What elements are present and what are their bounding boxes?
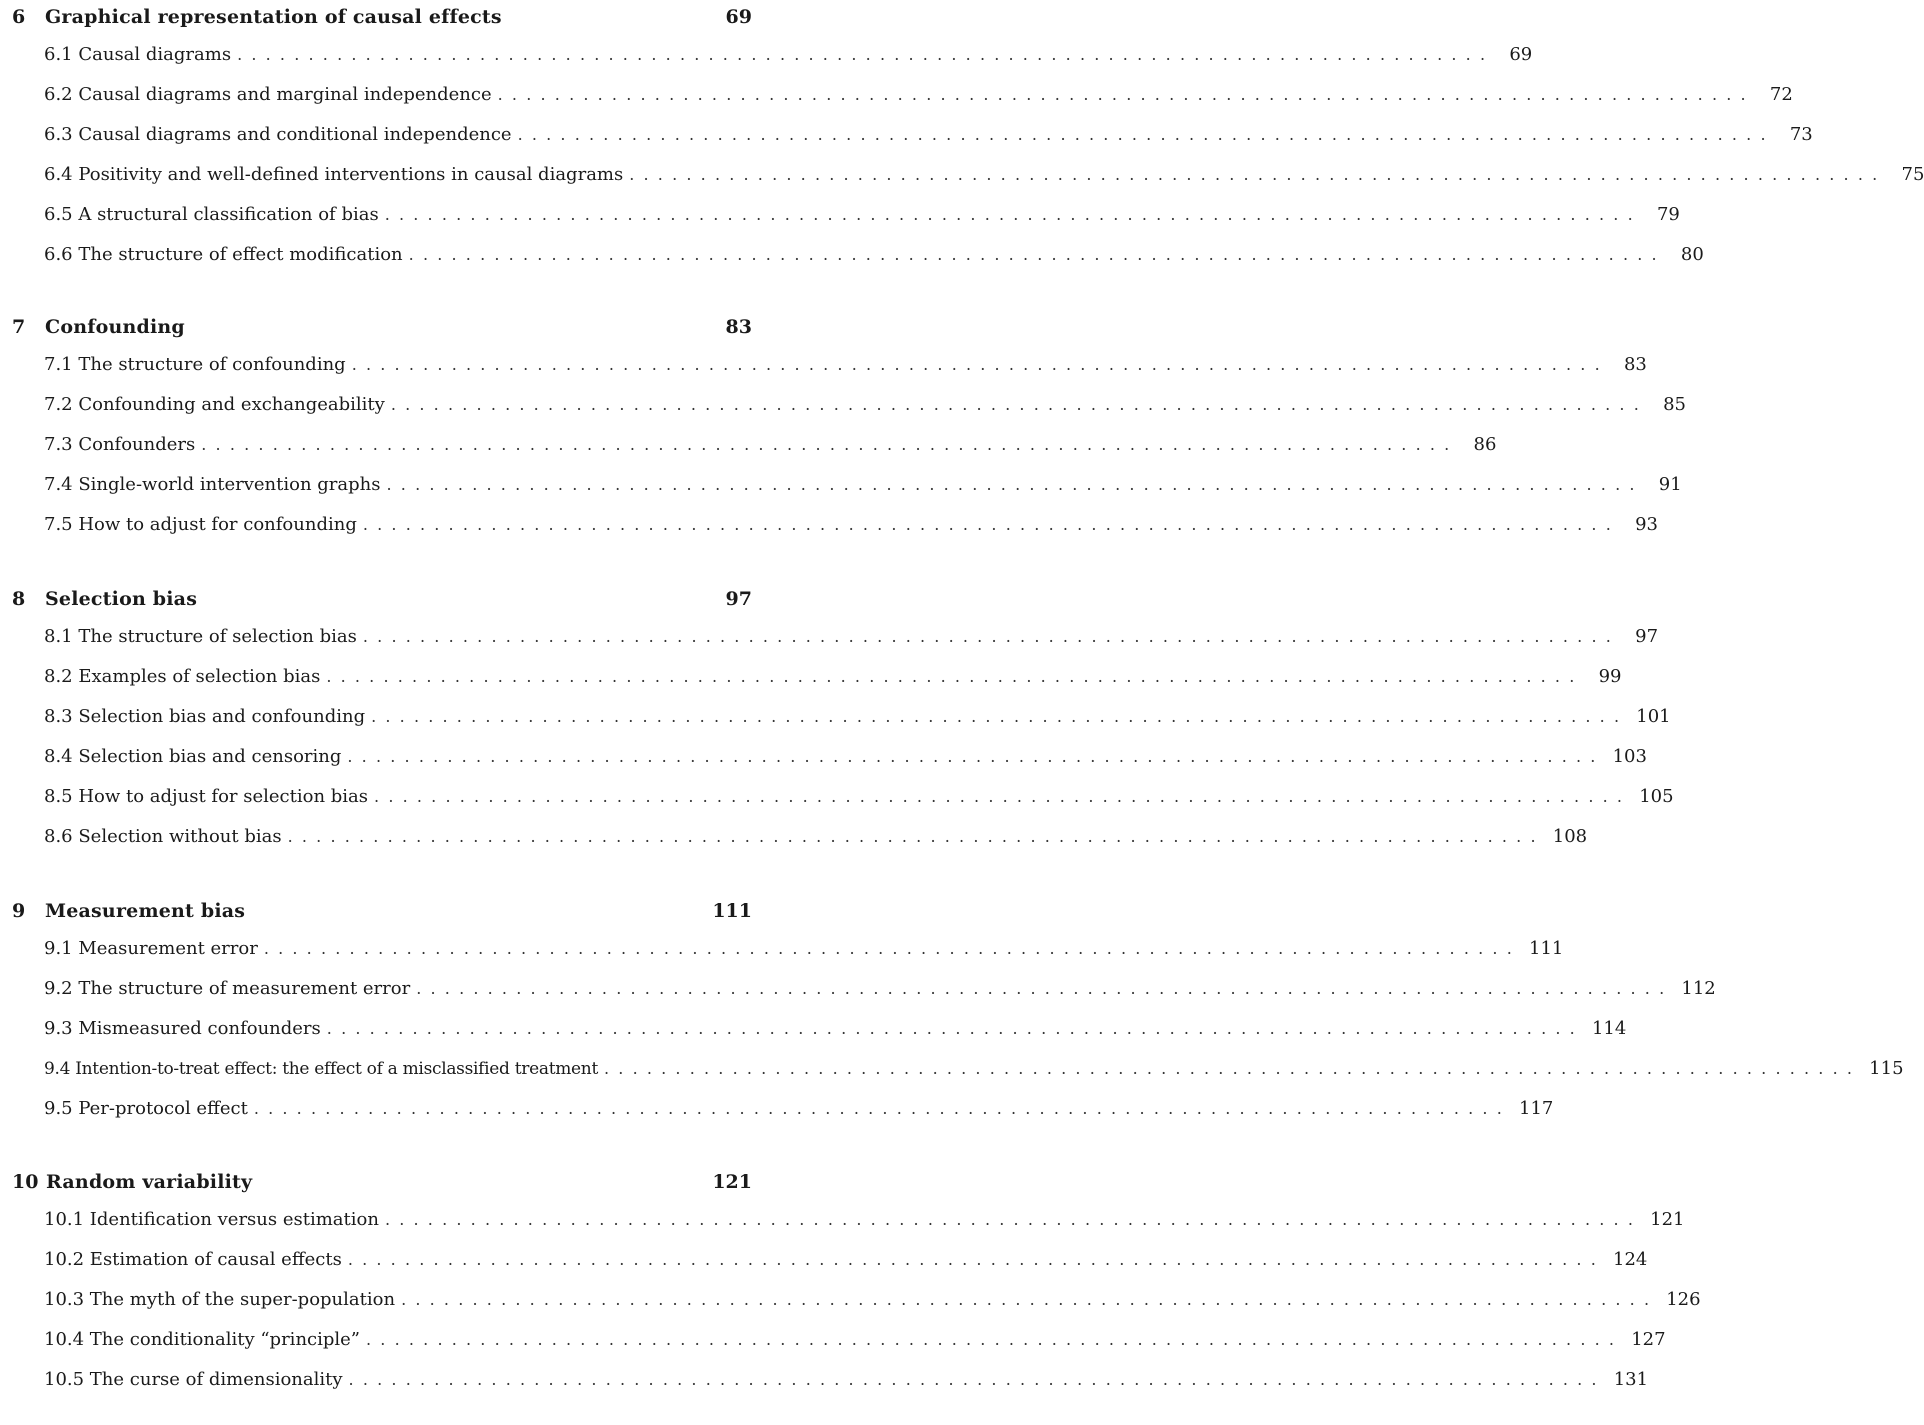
- toc-entry-9-1[interactable]: [44, 938, 1564, 968]
- entry-title: 8.6 Selection without bias: [44, 826, 288, 847]
- entry-title: 7.4 Single-world intervention graphs: [44, 474, 387, 495]
- leader-dots: ........................................................................................: [371, 707, 1629, 726]
- chapter-number: 9: [12, 900, 26, 922]
- chapter-title: Graphical representation of causal effects: [45, 6, 502, 28]
- toc-entry-6-1[interactable]: [44, 44, 1533, 74]
- chapter-heading[interactable]: [0, 582, 790, 622]
- entry-page-number: 126: [1666, 1289, 1701, 1310]
- entry-page-number: 85: [1663, 394, 1686, 415]
- entry-title: 7.1 The structure of confounding: [44, 354, 352, 375]
- toc-entry-7-5[interactable]: [44, 514, 1659, 544]
- leader-dots: ........................................................................................: [384, 1210, 1643, 1229]
- leader-dots: ........................................................................................: [384, 205, 1642, 224]
- entry-title: 6.2 Causal diagrams and marginal independence: [44, 84, 498, 105]
- entry-page-number: 86: [1473, 434, 1497, 455]
- entry-page-number: 112: [1681, 978, 1716, 999]
- leader-dots: ........................................................................................: [629, 165, 1887, 184]
- leader-dots: ........................................................................................: [347, 747, 1605, 766]
- leader-dots: ........................................................................................: [287, 827, 1545, 846]
- entry-page-number: 93: [1635, 514, 1659, 535]
- chapter-heading[interactable]: [0, 894, 790, 934]
- toc-entry-6-2[interactable]: [44, 84, 1793, 114]
- toc-entry-8-6[interactable]: [44, 826, 1588, 856]
- entry-page-number: 131: [1613, 1369, 1649, 1390]
- entry-title: 6.6 The structure of effect modification: [44, 244, 409, 265]
- entry-title: 6.4 Positivity and well-defined interventions in causal diagrams: [44, 164, 629, 185]
- toc-entry-8-3[interactable]: [44, 706, 1671, 736]
- toc-entry-7-1[interactable]: [44, 354, 1647, 384]
- chapter-number: 10: [12, 1171, 39, 1193]
- chapter-number: 7: [12, 316, 26, 338]
- leader-dots: ........................................................................................: [237, 45, 1495, 64]
- leader-dots: ........................................................................................: [401, 1290, 1659, 1309]
- entry-title: 10.1 Identification versus estimation: [44, 1209, 385, 1230]
- toc-entry-6-3[interactable]: [44, 124, 1813, 154]
- chapter-6: [0, 0, 1924, 310]
- entry-page-number: 75: [1901, 164, 1924, 185]
- toc-entry-6-4[interactable]: [44, 164, 1924, 194]
- toc-entry-10-3[interactable]: [44, 1289, 1701, 1319]
- leader-dots: ........................................................................................: [362, 627, 1621, 646]
- entry-page-number: 117: [1519, 1098, 1554, 1119]
- toc-entry-8-2[interactable]: [44, 666, 1622, 696]
- chapter-page-number: 121: [712, 1171, 752, 1193]
- entry-page-number: 83: [1623, 354, 1647, 375]
- entry-title: 10.2 Estimation of causal effects: [44, 1249, 348, 1270]
- toc-entry-9-4[interactable]: [44, 1058, 1904, 1088]
- entry-page-number: 73: [1789, 124, 1813, 145]
- entry-page-number: 111: [1529, 938, 1564, 959]
- entry-title: 7.2 Confounding and exchangeability: [44, 394, 391, 415]
- leader-dots: ........................................................................................: [253, 1099, 1511, 1118]
- entry-title: 8.1 The structure of selection bias: [44, 626, 363, 647]
- toc-entry-8-5[interactable]: [44, 786, 1674, 816]
- chapter-heading[interactable]: [0, 0, 790, 40]
- toc-entry-9-3[interactable]: [44, 1018, 1627, 1048]
- entry-title: 8.3 Selection bias and confounding: [44, 706, 371, 727]
- toc-entry-8-4[interactable]: [44, 746, 1647, 776]
- entry-title: 9.3 Mismeasured confounders: [44, 1018, 327, 1039]
- leader-dots: ........................................................................................: [517, 125, 1775, 144]
- leader-dots: ........................................................................................: [326, 1019, 1584, 1038]
- entry-title: 9.4 Intention-to-treat effect: the effect of a misclassified treatment: [44, 1059, 604, 1079]
- entry-page-number: 121: [1650, 1209, 1685, 1230]
- toc-entry-7-2[interactable]: [44, 394, 1686, 424]
- entry-page-number: 103: [1612, 746, 1647, 767]
- chapter-page-number: 69: [725, 6, 752, 28]
- entry-page-number: 91: [1658, 474, 1682, 495]
- leader-dots: ........................................................................................: [366, 1330, 1624, 1349]
- chapter-7: [0, 310, 1686, 582]
- entry-title: 8.5 How to adjust for selection bias: [44, 786, 374, 807]
- entry-title: 6.1 Causal diagrams: [44, 44, 237, 65]
- leader-dots: ........................................................................................: [347, 1250, 1605, 1269]
- leader-dots: ........................................................................................: [408, 245, 1666, 264]
- entry-title: 8.2 Examples of selection bias: [44, 666, 326, 687]
- entry-page-number: 127: [1631, 1329, 1666, 1350]
- entry-title: 10.5 The curse of dimensionality: [44, 1369, 349, 1390]
- entry-page-number: 79: [1656, 204, 1680, 225]
- entry-title: 10.4 The conditionality “principle”: [44, 1329, 366, 1350]
- leader-dots: ........................................................................................: [263, 939, 1521, 958]
- toc-entry-8-1[interactable]: [44, 626, 1659, 656]
- entry-title: 9.5 Per-protocol effect: [44, 1098, 254, 1119]
- entry-title: 6.5 A structural classification of bias: [44, 204, 385, 225]
- entry-page-number: 115: [1869, 1058, 1904, 1079]
- entry-page-number: 124: [1613, 1249, 1648, 1270]
- chapter-heading[interactable]: [0, 1165, 790, 1205]
- chapter-title: Selection bias: [45, 588, 198, 610]
- entry-page-number: 80: [1680, 244, 1704, 265]
- entry-page-number: 99: [1598, 666, 1622, 687]
- leader-dots: ........................................................................................: [201, 435, 1459, 454]
- entry-page-number: 114: [1591, 1018, 1627, 1039]
- chapter-title: Measurement bias: [45, 900, 246, 922]
- entry-title: 9.2 The structure of measurement error: [44, 978, 416, 999]
- toc-entry-7-4[interactable]: [44, 474, 1682, 504]
- chapter-page-number: 83: [725, 316, 752, 338]
- entry-title: 7.5 How to adjust for confounding: [44, 514, 363, 535]
- entry-page-number: 97: [1635, 626, 1659, 647]
- entry-title: 8.4 Selection bias and censoring: [44, 746, 347, 767]
- leader-dots: ........................................................................................: [374, 787, 1632, 806]
- leader-dots: ........................................................................................: [386, 475, 1644, 494]
- chapter-page-number: 97: [725, 588, 752, 610]
- entry-page-number: 108: [1552, 826, 1588, 847]
- entry-title: 6.3 Causal diagrams and conditional independence: [44, 124, 518, 145]
- leader-dots: ........................................................................................: [497, 85, 1755, 104]
- leader-dots: ........................................................................................: [390, 395, 1648, 414]
- chapter-8: [0, 582, 1674, 894]
- toc-entry-6-6[interactable]: [44, 244, 1704, 274]
- toc-entry-9-2[interactable]: [44, 978, 1716, 1008]
- toc-entry-10-1[interactable]: [44, 1209, 1685, 1239]
- entry-title: 10.3 The myth of the super-population: [44, 1289, 401, 1310]
- entry-page-number: 105: [1639, 786, 1674, 807]
- chapter-number: 8: [12, 588, 26, 610]
- toc-entry-7-3[interactable]: [44, 434, 1497, 464]
- leader-dots: ........................................................................................: [326, 667, 1584, 686]
- leader-dots: ........................................................................................: [604, 1059, 1862, 1078]
- entry-page-number: 72: [1769, 84, 1793, 105]
- chapter-heading[interactable]: [0, 310, 790, 350]
- entry-page-number: 101: [1636, 706, 1671, 727]
- toc-entry-10-5[interactable]: [44, 1369, 1649, 1399]
- leader-dots: ........................................................................................: [351, 355, 1609, 374]
- leader-dots: ........................................................................................: [416, 979, 1674, 998]
- entry-page-number: 69: [1509, 44, 1533, 65]
- chapter-number: 6: [12, 6, 26, 28]
- chapter-10: [0, 1165, 1701, 1425]
- leader-dots: ........................................................................................: [348, 1370, 1606, 1389]
- entry-title: 7.3 Confounders: [44, 434, 201, 455]
- toc-entry-10-4[interactable]: [44, 1329, 1666, 1359]
- chapter-9: [0, 894, 1904, 1165]
- toc-entry-10-2[interactable]: [44, 1249, 1648, 1279]
- chapter-page-number: 111: [712, 900, 752, 922]
- chapter-title: Confounding: [45, 316, 185, 338]
- entry-title: 9.1 Measurement error: [44, 938, 264, 959]
- toc-entry-9-5[interactable]: [44, 1098, 1554, 1128]
- chapter-title: Random variability: [46, 1171, 253, 1193]
- leader-dots: ........................................................................................: [362, 515, 1621, 534]
- toc-entry-6-5[interactable]: [44, 204, 1680, 234]
